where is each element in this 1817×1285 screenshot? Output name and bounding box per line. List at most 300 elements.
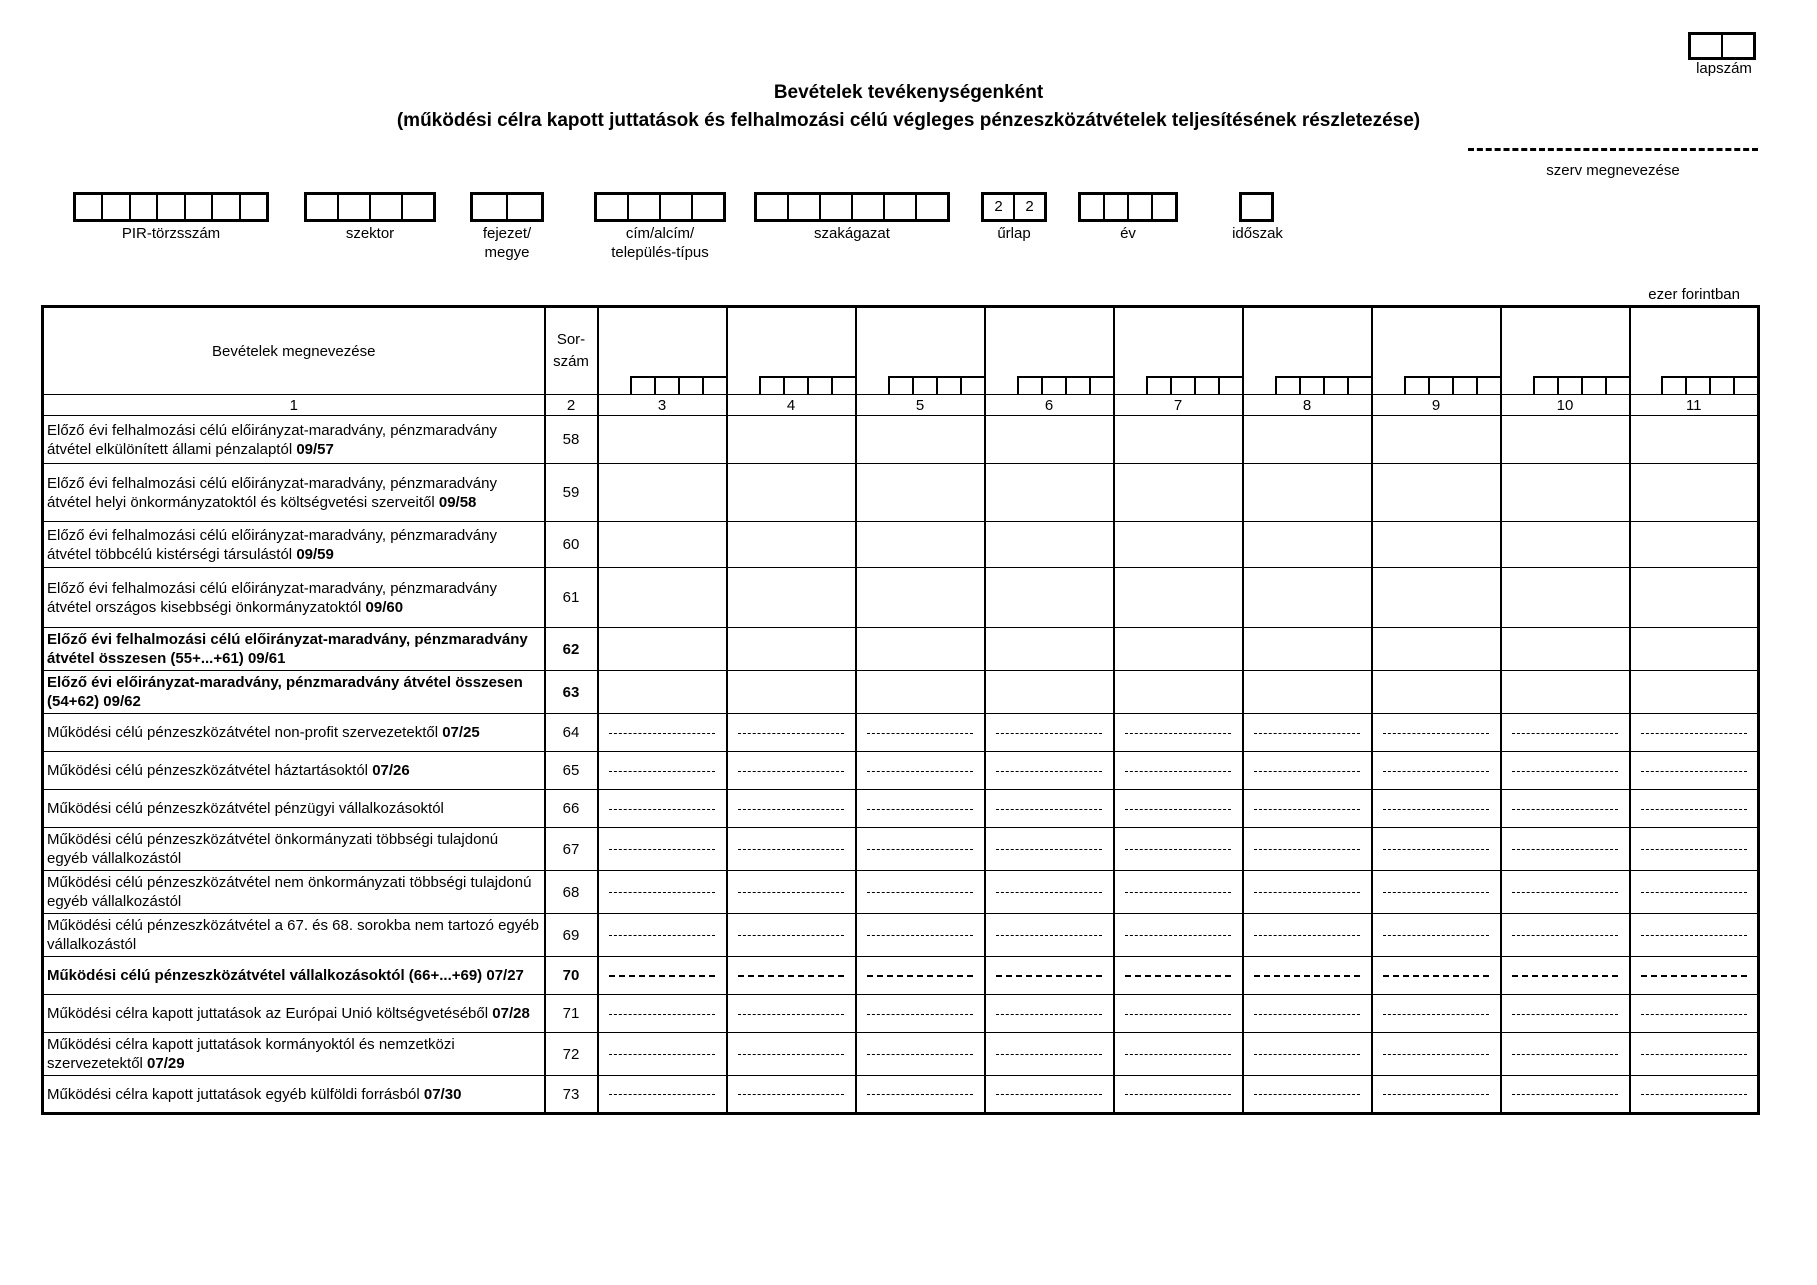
- data-cell-col-7[interactable]: [1114, 568, 1243, 628]
- not-applicable-dash: [1512, 849, 1618, 850]
- not-applicable-dash: [1512, 809, 1618, 810]
- col-number: 8: [1243, 395, 1372, 416]
- row-label: [43, 1076, 545, 1114]
- header-col-10[interactable]: [1501, 307, 1630, 395]
- not-applicable-dash: [867, 1054, 973, 1055]
- table-row: [43, 790, 1759, 828]
- data-cell-col-10: [1501, 995, 1630, 1033]
- not-applicable-dash: [1125, 771, 1231, 772]
- row-code: 07/27: [486, 967, 524, 984]
- data-cell-col-4[interactable]: [727, 568, 856, 628]
- data-cell-col-6: [985, 1033, 1114, 1076]
- table-row: [43, 1033, 1759, 1076]
- data-cell-col-3: [598, 752, 727, 790]
- row-label: [43, 914, 545, 957]
- data-cell-col-7: [1114, 871, 1243, 914]
- row-label: [43, 522, 545, 568]
- not-applicable-dash: [1254, 1054, 1360, 1055]
- data-cell-col-9: [1372, 714, 1501, 752]
- data-cell-col-9: [1372, 871, 1501, 914]
- data-cell-col-4: [727, 871, 856, 914]
- row-sorszam: 69: [545, 914, 598, 957]
- data-cell-col-5[interactable]: [856, 568, 985, 628]
- header-sorszam: Sor- szám: [545, 307, 598, 395]
- data-cell-col-4[interactable]: [727, 522, 856, 568]
- not-applicable-dash: [1254, 849, 1360, 850]
- data-cell-col-8[interactable]: [1243, 628, 1372, 671]
- table-row: [43, 752, 1759, 790]
- szakagazat-label: szakágazat: [814, 225, 890, 242]
- not-applicable-dash: [867, 1014, 973, 1015]
- data-cell-col-7[interactable]: [1114, 522, 1243, 568]
- data-cell-col-11[interactable]: [1630, 568, 1759, 628]
- not-applicable-dash: [738, 935, 844, 936]
- data-cell-col-10[interactable]: [1501, 628, 1630, 671]
- row-label-text: Működési célú pénzeszközátvétel pénzügyi vállalkozásoktól: [47, 800, 444, 817]
- data-cell-col-5: [856, 752, 985, 790]
- not-applicable-dash: [1641, 771, 1747, 772]
- data-cell-col-5: [856, 957, 985, 995]
- data-cell-col-8: [1243, 1076, 1372, 1114]
- row-label: [43, 957, 545, 995]
- row-label-text: Működési célú pénzeszközátvétel nem önkormányzati többségi tulajdonú egyéb vállalkozástól: [47, 874, 532, 910]
- row-sorszam: 63: [545, 671, 598, 714]
- not-applicable-dash: [1254, 892, 1360, 893]
- not-applicable-dash: [1254, 975, 1360, 977]
- data-cell-col-7: [1114, 790, 1243, 828]
- data-cell-col-9: [1372, 752, 1501, 790]
- row-label: [43, 995, 545, 1033]
- not-applicable-dash: [1383, 975, 1489, 977]
- not-applicable-dash: [1512, 1054, 1618, 1055]
- data-cell-col-3: [598, 871, 727, 914]
- row-label: [43, 568, 545, 628]
- data-cell-col-6: [985, 871, 1114, 914]
- data-cell-col-5[interactable]: [856, 671, 985, 714]
- data-cell-col-11[interactable]: [1630, 522, 1759, 568]
- page-subtitle: (működési célra kapott juttatások és felhalmozási célú végleges pénzeszközátvételek teljesítésének részletezése): [396, 110, 1421, 131]
- row-label: [43, 790, 545, 828]
- table-row: [43, 914, 1759, 957]
- row-code: 09/62: [103, 693, 141, 710]
- table-row: [43, 714, 1759, 752]
- header-col-11[interactable]: [1630, 307, 1759, 395]
- urlap-digit-2: 2: [1025, 198, 1034, 215]
- not-applicable-dash: [1641, 733, 1747, 734]
- data-cell-col-7[interactable]: [1114, 671, 1243, 714]
- szektor-field[interactable]: [304, 192, 436, 222]
- row-sorszam: 64: [545, 714, 598, 752]
- data-cell-col-11[interactable]: [1630, 416, 1759, 464]
- data-cell-col-5: [856, 914, 985, 957]
- ev-label: év: [1120, 225, 1136, 242]
- col-number: 4: [727, 395, 856, 416]
- data-cell-col-10: [1501, 752, 1630, 790]
- not-applicable-dash: [996, 892, 1102, 893]
- header-col-9[interactable]: [1372, 307, 1501, 395]
- data-cell-col-4[interactable]: [727, 464, 856, 522]
- data-cell-col-11: [1630, 1076, 1759, 1114]
- not-applicable-dash: [1254, 1094, 1360, 1095]
- data-cell-col-9[interactable]: [1372, 628, 1501, 671]
- not-applicable-dash: [996, 809, 1102, 810]
- row-label-text: Előző évi felhalmozási célú előirányzat-maradvány, pénzmaradvány átvétel elkülönített állami pénzalaptól: [47, 421, 497, 458]
- lapszam-digit-1[interactable]: [1691, 35, 1723, 57]
- column-number-row: [43, 395, 1759, 416]
- data-cell-col-7[interactable]: [1114, 464, 1243, 522]
- not-applicable-dash: [738, 809, 844, 810]
- data-cell-col-5: [856, 1033, 985, 1076]
- data-cell-col-8: [1243, 871, 1372, 914]
- not-applicable-dash: [1125, 1014, 1231, 1015]
- not-applicable-dash: [609, 733, 715, 734]
- data-cell-col-8: [1243, 828, 1372, 871]
- not-applicable-dash: [738, 1094, 844, 1095]
- data-cell-col-11: [1630, 957, 1759, 995]
- not-applicable-dash: [1641, 1054, 1747, 1055]
- data-cell-col-6: [985, 914, 1114, 957]
- data-cell-col-7: [1114, 828, 1243, 871]
- szektor-label: szektor: [345, 225, 395, 242]
- not-applicable-dash: [1512, 1094, 1618, 1095]
- data-cell-col-8[interactable]: [1243, 522, 1372, 568]
- data-cell-col-3[interactable]: [598, 416, 727, 464]
- data-cell-col-3: [598, 995, 727, 1033]
- data-cell-col-9[interactable]: [1372, 671, 1501, 714]
- row-code: 09/59: [296, 545, 334, 563]
- data-cell-col-3: [598, 957, 727, 995]
- data-cell-col-10[interactable]: [1501, 464, 1630, 522]
- row-label-text: Működési célra kapott juttatások az Európai Unió költségvetéséből: [47, 1005, 489, 1022]
- not-applicable-dash: [1254, 935, 1360, 936]
- row-label-text: Működési célra kapott juttatások kormányoktól és nemzetközi szervezetektől: [47, 1036, 455, 1072]
- data-cell-col-4[interactable]: [727, 416, 856, 464]
- not-applicable-dash: [1641, 809, 1747, 810]
- not-applicable-dash: [609, 935, 715, 936]
- row-label: [43, 671, 545, 714]
- col-number: 10: [1501, 395, 1630, 416]
- pir-torzsszam-field[interactable]: [73, 192, 269, 222]
- not-applicable-dash: [609, 809, 715, 810]
- data-cell-col-6[interactable]: [985, 522, 1114, 568]
- table-row: [43, 828, 1759, 871]
- not-applicable-dash: [609, 975, 715, 977]
- data-cell-col-11: [1630, 790, 1759, 828]
- data-cell-col-8: [1243, 995, 1372, 1033]
- data-cell-col-5[interactable]: [856, 522, 985, 568]
- col-number: 7: [1114, 395, 1243, 416]
- data-cell-col-5[interactable]: [856, 464, 985, 522]
- row-sorszam: 72: [545, 1033, 598, 1076]
- not-applicable-dash: [738, 771, 844, 772]
- not-applicable-dash: [609, 1054, 715, 1055]
- row-label-text: Működési célú pénzeszközátvétel önkormányzati többségi tulajdonú egyéb vállalkozástól: [47, 831, 499, 867]
- not-applicable-dash: [1383, 771, 1489, 772]
- data-cell-col-3: [598, 914, 727, 957]
- row-sorszam: 67: [545, 828, 598, 871]
- data-cell-col-8: [1243, 790, 1372, 828]
- urlap-label: űrlap: [997, 225, 1031, 242]
- data-cell-col-11: [1630, 1033, 1759, 1076]
- row-label: [43, 871, 545, 914]
- not-applicable-dash: [867, 1094, 973, 1095]
- fejezet-megye-field[interactable]: [470, 192, 544, 222]
- not-applicable-dash: [1125, 1054, 1231, 1055]
- data-cell-col-5: [856, 828, 985, 871]
- row-label: [43, 416, 545, 464]
- data-cell-col-10[interactable]: [1501, 416, 1630, 464]
- not-applicable-dash: [1512, 892, 1618, 893]
- not-applicable-dash: [1383, 849, 1489, 850]
- data-cell-col-5[interactable]: [856, 416, 985, 464]
- data-cell-col-5: [856, 995, 985, 1033]
- urlap-field: [981, 192, 1047, 222]
- data-cell-col-6: [985, 828, 1114, 871]
- data-cell-col-3: [598, 828, 727, 871]
- data-cell-col-7[interactable]: [1114, 628, 1243, 671]
- szakagazat-field[interactable]: [754, 192, 950, 222]
- not-applicable-dash: [738, 975, 844, 977]
- data-cell-col-8[interactable]: [1243, 671, 1372, 714]
- not-applicable-dash: [867, 975, 973, 977]
- data-cell-col-7: [1114, 1033, 1243, 1076]
- data-cell-col-4: [727, 914, 856, 957]
- data-cell-col-8: [1243, 914, 1372, 957]
- data-cell-col-5: [856, 714, 985, 752]
- not-applicable-dash: [1254, 1014, 1360, 1015]
- not-applicable-dash: [996, 975, 1102, 977]
- header-col-8[interactable]: [1243, 307, 1372, 395]
- data-cell-col-9[interactable]: [1372, 568, 1501, 628]
- table-row: [43, 568, 1759, 628]
- data-cell-col-8: [1243, 957, 1372, 995]
- data-cell-col-11[interactable]: [1630, 671, 1759, 714]
- not-applicable-dash: [867, 849, 973, 850]
- not-applicable-dash: [609, 849, 715, 850]
- row-label-text: Működési célú pénzeszközátvétel háztartásoktól: [47, 762, 369, 779]
- data-cell-col-8[interactable]: [1243, 464, 1372, 522]
- not-applicable-dash: [1512, 1014, 1618, 1015]
- data-cell-col-9[interactable]: [1372, 464, 1501, 522]
- row-label-text: Működési célú pénzeszközátvétel vállalkozásoktól (66+...+69): [47, 967, 483, 984]
- data-cell-col-11: [1630, 995, 1759, 1033]
- not-applicable-dash: [1641, 892, 1747, 893]
- row-sorszam: 70: [545, 957, 598, 995]
- row-label-text: Előző évi előirányzat-maradvány, pénzmaradvány átvétel összesen (54+62): [47, 674, 523, 710]
- row-sorszam: 60: [545, 522, 598, 568]
- data-cell-col-6: [985, 957, 1114, 995]
- row-sorszam: 59: [545, 464, 598, 522]
- data-cell-col-10: [1501, 714, 1630, 752]
- data-cell-col-7: [1114, 752, 1243, 790]
- data-cell-col-6[interactable]: [985, 568, 1114, 628]
- data-cell-col-9: [1372, 995, 1501, 1033]
- data-cell-col-10[interactable]: [1501, 568, 1630, 628]
- data-cell-col-7[interactable]: [1114, 416, 1243, 464]
- data-cell-col-6: [985, 995, 1114, 1033]
- data-cell-col-6[interactable]: [985, 671, 1114, 714]
- not-applicable-dash: [1641, 975, 1747, 977]
- data-cell-col-10[interactable]: [1501, 522, 1630, 568]
- data-cell-col-10[interactable]: [1501, 671, 1630, 714]
- row-code: 07/28: [492, 1005, 530, 1022]
- data-cell-col-6[interactable]: [985, 464, 1114, 522]
- row-code: 07/29: [147, 1055, 185, 1072]
- data-cell-col-9[interactable]: [1372, 522, 1501, 568]
- not-applicable-dash: [996, 1054, 1102, 1055]
- data-cell-col-4: [727, 752, 856, 790]
- not-applicable-dash: [1641, 1094, 1747, 1095]
- data-cell-col-5: [856, 1076, 985, 1114]
- row-sorszam: 61: [545, 568, 598, 628]
- data-cell-col-3[interactable]: [598, 628, 727, 671]
- not-applicable-dash: [1125, 892, 1231, 893]
- not-applicable-dash: [738, 733, 844, 734]
- row-label: [43, 464, 545, 522]
- row-sorszam: 58: [545, 416, 598, 464]
- not-applicable-dash: [867, 733, 973, 734]
- not-applicable-dash: [1512, 733, 1618, 734]
- data-cell-col-4: [727, 995, 856, 1033]
- data-cell-col-9: [1372, 1076, 1501, 1114]
- row-label: [43, 828, 545, 871]
- data-cell-col-4: [727, 714, 856, 752]
- col-number: 3: [598, 395, 727, 416]
- data-cell-col-9: [1372, 957, 1501, 995]
- row-code: 07/25: [442, 724, 480, 741]
- data-cell-col-9: [1372, 790, 1501, 828]
- not-applicable-dash: [1383, 935, 1489, 936]
- header-col-4[interactable]: [727, 307, 856, 395]
- row-sorszam: 65: [545, 752, 598, 790]
- data-cell-col-5: [856, 871, 985, 914]
- not-applicable-dash: [1512, 935, 1618, 936]
- data-cell-col-11[interactable]: [1630, 464, 1759, 522]
- not-applicable-dash: [1383, 892, 1489, 893]
- data-cell-col-11[interactable]: [1630, 628, 1759, 671]
- data-cell-col-8: [1243, 752, 1372, 790]
- not-applicable-dash: [1512, 771, 1618, 772]
- data-cell-col-3: [598, 790, 727, 828]
- header-col-5[interactable]: [856, 307, 985, 395]
- not-applicable-dash: [1383, 809, 1489, 810]
- not-applicable-dash: [996, 1094, 1102, 1095]
- data-cell-col-4[interactable]: [727, 628, 856, 671]
- row-code: 09/61: [247, 650, 286, 667]
- row-code: 07/26: [372, 762, 410, 779]
- cim-alcim-field[interactable]: [594, 192, 726, 222]
- not-applicable-dash: [996, 771, 1102, 772]
- not-applicable-dash: [1254, 809, 1360, 810]
- data-cell-col-11: [1630, 828, 1759, 871]
- row-sorszam: 73: [545, 1076, 598, 1114]
- data-cell-col-11: [1630, 752, 1759, 790]
- row-sorszam: 66: [545, 790, 598, 828]
- data-cell-col-3[interactable]: [598, 671, 727, 714]
- data-cell-col-6: [985, 790, 1114, 828]
- row-label-text: Működési célú pénzeszközátvétel a 67. és 68. sorokba nem tartozó egyéb vállalkozástól: [47, 917, 539, 953]
- row-label-text: Előző évi felhalmozási célú előirányzat-maradvány, pénzmaradvány átvétel helyi önkormányzatoktól és költségvetési szerveitől: [47, 474, 497, 511]
- not-applicable-dash: [1512, 975, 1618, 977]
- ev-field[interactable]: [1078, 192, 1178, 222]
- data-cell-col-11: [1630, 714, 1759, 752]
- table-row: [43, 1076, 1759, 1114]
- fejezet-megye-label: fejezet/ megye: [482, 225, 532, 261]
- data-cell-col-7: [1114, 914, 1243, 957]
- header-col-3[interactable]: [598, 307, 727, 395]
- not-applicable-dash: [996, 1014, 1102, 1015]
- cim-alcim-label: cím/alcím/ település-típus: [611, 225, 709, 261]
- not-applicable-dash: [609, 892, 715, 893]
- row-label: [43, 752, 545, 790]
- data-cell-col-3: [598, 1033, 727, 1076]
- unit-label: ezer forintban: [1648, 286, 1740, 303]
- row-code: 09/60: [365, 598, 404, 616]
- data-cell-col-9: [1372, 914, 1501, 957]
- data-cell-col-4[interactable]: [727, 671, 856, 714]
- data-cell-col-4: [727, 1033, 856, 1076]
- data-cell-col-5: [856, 790, 985, 828]
- row-label-text: Előző évi felhalmozási célú előirányzat-maradvány, pénzmaradvány átvétel országos kisebbségi önkormányzatoktól: [47, 579, 497, 616]
- lapszam-box[interactable]: [1688, 32, 1756, 60]
- data-cell-col-9: [1372, 1033, 1501, 1076]
- data-cell-col-6[interactable]: [985, 416, 1114, 464]
- data-cell-col-10: [1501, 1033, 1630, 1076]
- data-cell-col-4: [727, 790, 856, 828]
- pir-torzsszam-label: PIR-törzsszám: [121, 225, 221, 242]
- data-cell-col-11: [1630, 914, 1759, 957]
- not-applicable-dash: [738, 892, 844, 893]
- row-sorszam: 68: [545, 871, 598, 914]
- data-cell-col-10: [1501, 914, 1630, 957]
- not-applicable-dash: [738, 849, 844, 850]
- data-cell-col-6: [985, 1076, 1114, 1114]
- table-row: [43, 995, 1759, 1033]
- header-col-7[interactable]: [1114, 307, 1243, 395]
- data-cell-col-9[interactable]: [1372, 416, 1501, 464]
- not-applicable-dash: [1383, 1054, 1489, 1055]
- not-applicable-dash: [1125, 809, 1231, 810]
- not-applicable-dash: [738, 1014, 844, 1015]
- data-cell-col-4: [727, 957, 856, 995]
- row-label-text: Működési célra kapott juttatások egyéb külföldi forrásból: [47, 1085, 420, 1103]
- col-number: 5: [856, 395, 985, 416]
- table-header-row: [43, 307, 1759, 395]
- table-row: [43, 671, 1759, 714]
- row-code: 07/30: [423, 1085, 462, 1103]
- not-applicable-dash: [996, 733, 1102, 734]
- row-label: [43, 1033, 545, 1076]
- data-cell-col-6[interactable]: [985, 628, 1114, 671]
- data-cell-col-7: [1114, 714, 1243, 752]
- lapszam-digit-2[interactable]: [1723, 35, 1753, 57]
- data-cell-col-3[interactable]: [598, 568, 727, 628]
- data-cell-col-3[interactable]: [598, 522, 727, 568]
- header-col-6[interactable]: [985, 307, 1114, 395]
- col-number: 1: [43, 395, 545, 416]
- table-row: [43, 957, 1759, 995]
- szerv-name-line[interactable]: [1468, 148, 1758, 151]
- data-cell-col-5[interactable]: [856, 628, 985, 671]
- data-cell-col-3[interactable]: [598, 464, 727, 522]
- idoszak-field[interactable]: [1239, 192, 1274, 222]
- data-cell-col-8[interactable]: [1243, 568, 1372, 628]
- table-row: [43, 522, 1759, 568]
- data-cell-col-8[interactable]: [1243, 416, 1372, 464]
- row-sorszam: 71: [545, 995, 598, 1033]
- data-cell-col-10: [1501, 1076, 1630, 1114]
- data-cell-col-7: [1114, 1076, 1243, 1114]
